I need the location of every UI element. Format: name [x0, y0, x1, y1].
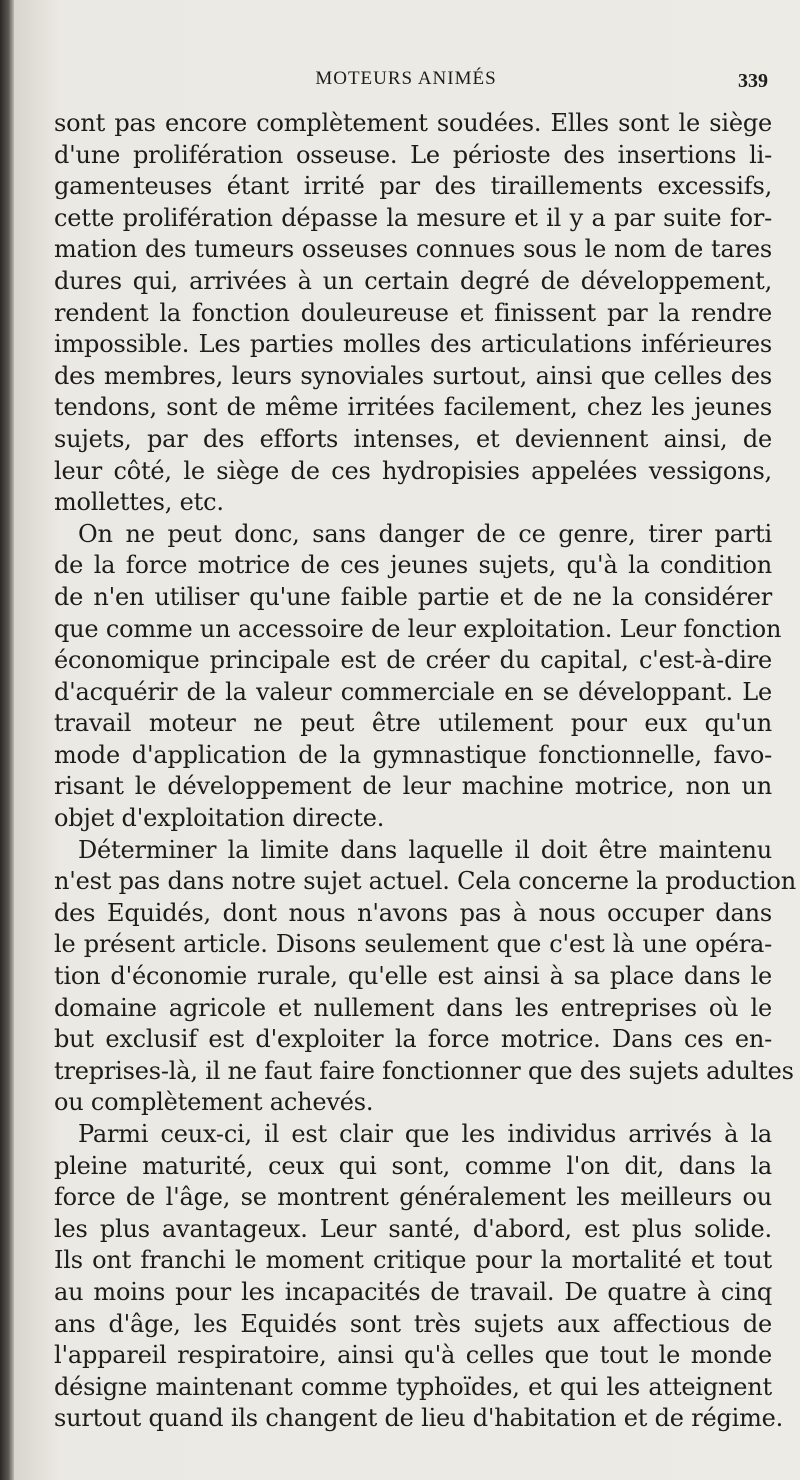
text-line: économique principale est de créer du capital, c'est-à-dire [54, 646, 772, 675]
text-line: des membres, leurs synoviales surtout, ainsi que celles des [54, 361, 772, 390]
text-line: ans d'âge, les Equidés sont très sujets aux affectious de [54, 1309, 772, 1338]
text-line: au moins pour les incapacités de travail. De quatre à cinq [54, 1277, 772, 1306]
text-line: cette prolifération dépasse la mesure et il y a par suite for- [54, 203, 772, 232]
text-line: force de l'âge, se montrent généralement les meilleurs ou [54, 1183, 772, 1212]
text-line: impossible. Les parties molles des articulations inférieures [54, 330, 772, 359]
text-line: surtout quand ils changent de lieu d'habitation et de régime. [54, 1404, 784, 1433]
text-line: sont pas encore complètement soudées. Elles sont le siège [54, 109, 772, 137]
page-header [48, 68, 768, 102]
book-spine-shadow [0, 0, 14, 1480]
text-line: Ils ont franchi le moment critique pour la mortalité et tout [54, 1246, 772, 1275]
text-line: tendons, sont de même irritées facilement, chez les jeunes [54, 393, 772, 422]
text-line: les plus avantageux. Leur santé, d'abord, est plus solide. [54, 1214, 772, 1243]
text-line: de n'en utiliser qu'une faible partie et de ne la considérer [54, 582, 772, 611]
body-text [54, 108, 796, 1435]
text-line: objet d'exploitation directe. [54, 804, 385, 833]
text-line: d'une prolifération osseuse. Le périoste des insertions li- [54, 140, 772, 169]
text-line: tion d'économie rurale, qu'elle est ainsi à sa place dans le [54, 962, 772, 991]
text-line: domaine agricole et nullement dans les entreprises où le [54, 993, 772, 1022]
text-line: désigne maintenant comme typhoïdes, et qui les atteignent [54, 1372, 772, 1401]
page-number: 339 [738, 70, 768, 92]
text-line: ou complètement achevés. [54, 1088, 374, 1117]
text-line: On ne peut donc, sans danger de ce genre, tirer parti [78, 519, 772, 548]
text-line: mollettes, etc. [54, 488, 224, 517]
text-line: dures qui, arrivées à un certain degré de développement, [54, 266, 772, 295]
text-line: mation des tumeurs osseuses connues sous le nom de tares [54, 235, 772, 264]
text-line: pleine maturité, ceux qui sont, comme l'on dit, dans la [54, 1151, 772, 1180]
text-line: que comme un accessoire de leur exploitation. Leur fonction [54, 614, 782, 643]
text-line: mode d'application de la gymnastique fonctionnelle, favo- [54, 740, 772, 769]
running-head: MOTEURS ANIMÉS [315, 68, 497, 89]
text-line: de la force motrice de ces jeunes sujets, qu'à la condition [54, 551, 772, 580]
text-line: rendent la fonction douleureuse et finissent par la rendre [54, 298, 772, 327]
text-line: Parmi ceux-ci, il est clair que les individus arrivés à la [78, 1120, 772, 1148]
text-line: l'appareil respiratoire, ainsi qu'à celles que tout le monde [54, 1341, 772, 1370]
text-line: risant le développement de leur machine motrice, non un [54, 772, 772, 801]
text-line: n'est pas dans notre sujet actuel. Cela concerne la production [54, 867, 796, 896]
text-line: des Equidés, dont nous n'avons pas à nous occuper dans [54, 898, 772, 927]
book-page [14, 0, 800, 1480]
text-line: Déterminer la limite dans laquelle il doit être maintenu [78, 835, 772, 864]
text-line: but exclusif est d'exploiter la force motrice. Dans ces en- [54, 1025, 772, 1054]
text-line: treprises-là, il ne faut faire fonctionner que des sujets adultes [54, 1056, 794, 1085]
text-line: gamenteuses étant irrité par des tiraillements excessifs, [54, 172, 772, 201]
text-line: sujets, par des efforts intenses, et deviennent ainsi, de [54, 424, 772, 453]
text-line: d'acquérir de la valeur commerciale en se développant. Le [54, 677, 772, 706]
text-line: travail moteur ne peut être utilement pour eux qu'un [54, 709, 772, 738]
text-line: leur côté, le siège de ces hydropisies appelées vessigons, [54, 456, 772, 485]
text-line: le présent article. Disons seulement que c'est là une opéra- [54, 930, 772, 959]
